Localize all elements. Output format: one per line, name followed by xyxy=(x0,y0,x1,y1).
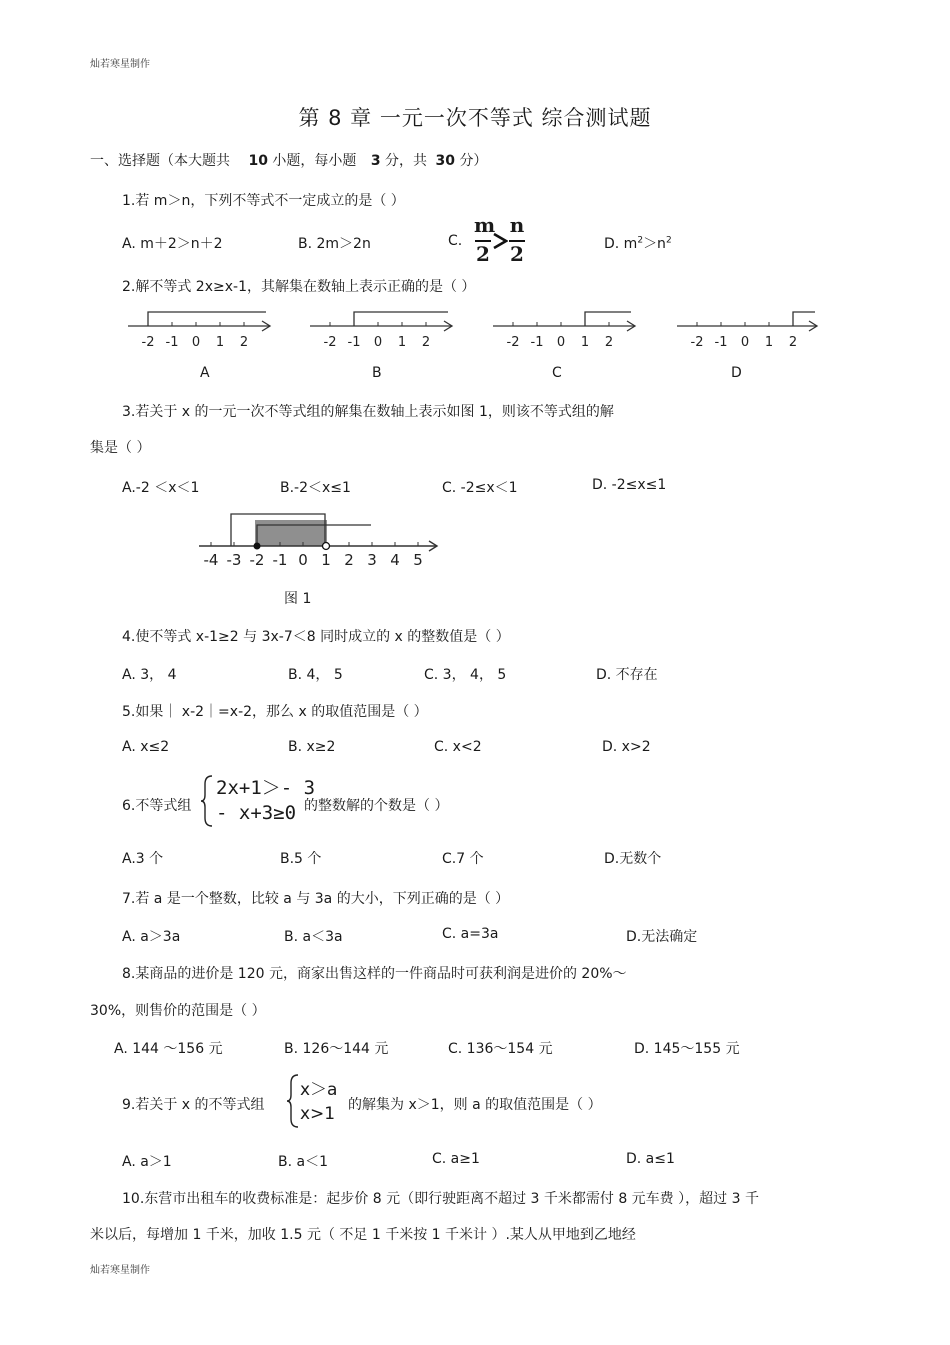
q5-option-d: D. x>2 xyxy=(602,739,651,755)
q4-option-a: A. 3， 4 xyxy=(122,667,177,683)
q2-b-tick: -1 xyxy=(347,335,361,350)
q4-option-b: B. 4， 5 xyxy=(288,667,343,683)
q3-stem-line2: 集是（ ） xyxy=(90,440,151,456)
q1-option-c: C. xyxy=(448,233,463,249)
q2-b-tick: 0 xyxy=(373,335,383,350)
q4-stem: 4.使不等式 x-1≥2 与 3x-7＜8 同时成立的 x 的整数值是（ ） xyxy=(122,629,510,645)
q3-open-endpoint xyxy=(323,543,330,550)
q3-shaded-region xyxy=(255,520,327,546)
q5-option-c: C. x<2 xyxy=(434,739,482,755)
q8-option-d: D. 145～155 元 xyxy=(634,1041,740,1057)
q1-stem: 1.若 m＞n，下列不等式不一定成立的是（ ） xyxy=(122,193,405,209)
q2-b-tick: -2 xyxy=(323,335,337,350)
q2-c-tick: 0 xyxy=(556,335,566,350)
q1-option-b: B. 2m＞2n xyxy=(298,236,371,252)
q9-option-a: A. a＞1 xyxy=(122,1154,172,1170)
q2-b-tick: 2 xyxy=(421,335,431,350)
q6-option-b: B.5 个 xyxy=(280,851,322,867)
q2-d-tick: 1 xyxy=(764,335,774,350)
q7-option-c: C. a=3a xyxy=(442,926,499,942)
page-title: 第 8 章 一元一次不等式 综合测试题 xyxy=(298,106,652,130)
q4-option-c: C. 3， 4， 5 xyxy=(424,667,507,683)
q7-option-b: B. a＜3a xyxy=(284,929,343,945)
q3-stem-line1: 3.若关于 x 的一元一次不等式组的解集在数轴上表示如图 1，则该不等式组的解 xyxy=(122,404,614,420)
section-heading: 一、选择题（本大题共 10 小题，每小题 3 分，共 30 分） xyxy=(90,153,488,169)
q3-tick: -2 xyxy=(249,551,265,569)
q2-label-d: D xyxy=(731,365,742,381)
q7-option-a: A. a＞3a xyxy=(122,929,181,945)
q6-stem-tail: 的整数解的个数是（ ） xyxy=(304,798,449,814)
q2-c-tick: 1 xyxy=(580,335,590,350)
q7-stem: 7.若 a 是一个整数，比较 a 与 3a 的大小，下列正确的是（ ） xyxy=(122,891,510,907)
q9-option-c: C. a≥1 xyxy=(432,1151,480,1167)
q8-option-b: B. 126～144 元 xyxy=(284,1041,389,1057)
q1-c-numerator-n: n xyxy=(509,213,525,237)
q5-option-b: B. x≥2 xyxy=(288,739,336,755)
page-footer-note: 灿若寒星制作 xyxy=(90,1265,150,1276)
q3-tick: -3 xyxy=(226,551,242,569)
q1-option-d: D. $m^2>n^2$ xyxy=(604,235,672,252)
q2-a-tick: 1 xyxy=(215,335,225,350)
q3-tick: -4 xyxy=(203,551,219,569)
q3-option-b: B.-2＜x≤1 xyxy=(280,480,351,496)
q2-d-tick: -1 xyxy=(714,335,728,350)
q1-c-numerator-m: m xyxy=(474,213,496,237)
q1-option-a: A. m＋2＞n＋2 xyxy=(122,236,223,252)
q5-stem: 5.如果｜ x-2｜=x-2，那么 x 的取值范围是（ ） xyxy=(122,704,428,720)
q2-number-line-a xyxy=(128,312,270,331)
q3-tick: 0 xyxy=(298,551,308,569)
q2-number-line-b xyxy=(310,312,452,331)
q2-number-line-d xyxy=(677,312,817,331)
q8-option-c: C. 136～154 元 xyxy=(448,1041,553,1057)
q2-d-tick: 0 xyxy=(740,335,750,350)
q2-label-a: A xyxy=(200,365,210,381)
q2-a-tick: -2 xyxy=(141,335,155,350)
q9-stem-tail: 的解集为 x＞1，则 a 的取值范围是（ ） xyxy=(348,1097,602,1113)
q3-tick: 3 xyxy=(367,551,377,569)
q3-option-c: C. -2≤x＜1 xyxy=(442,480,518,496)
q2-number-line-c xyxy=(493,312,635,331)
q6-inequality-1: 2x+1＞- 3 xyxy=(216,777,316,799)
q2-label-c: C xyxy=(552,365,562,381)
q6-option-c: C.7 个 xyxy=(442,851,484,867)
q8-stem-line2: 30%，则售价的范围是（ ） xyxy=(90,1003,266,1019)
q1-c-denominator-right: 2 xyxy=(510,242,524,266)
q10-stem-line1: 10.东营市出租车的收费标准是：起步价 8 元（即行驶距离不超过 3 千米都需付 8 元车费 ），超过 3 千 xyxy=(122,1191,759,1207)
q1-c-greater-than-sign xyxy=(492,232,508,250)
q2-stem: 2.解不等式 2x≥x-1，其解集在数轴上表示正确的是（ ） xyxy=(122,279,476,295)
q2-d-tick: -2 xyxy=(690,335,704,350)
q2-a-tick: 2 xyxy=(239,335,249,350)
q5-option-a: A. x≤2 xyxy=(122,739,170,755)
q2-c-tick: 2 xyxy=(604,335,614,350)
q9-option-d: D. a≤1 xyxy=(626,1151,675,1167)
q8-stem-line1: 8.某商品的进价是 120 元，商家出售这样的一件商品时可获利润是进价的 20%～ xyxy=(122,966,627,982)
q9-left-brace xyxy=(286,1073,300,1129)
q2-c-tick: -1 xyxy=(530,335,544,350)
q6-inequality-2: - x+3≥0 xyxy=(216,802,297,824)
page-header-note: 灿若寒星制作 xyxy=(90,59,150,70)
q3-tick: 4 xyxy=(390,551,400,569)
q9-inequality-1: x＞a xyxy=(300,1080,338,1100)
q3-tick: 1 xyxy=(321,551,331,569)
q3-option-d: D. -2≤x≤1 xyxy=(592,477,667,493)
q10-stem-line2: 米以后，每增加 1 千米，加收 1.5 元（ 不足 1 千米按 1 千米计 ）.某人从甲地到乙地经 xyxy=(90,1227,636,1243)
q3-option-a: A.-2 ＜x＜1 xyxy=(122,480,200,496)
q4-option-d: D. 不存在 xyxy=(596,667,658,683)
q6-option-a: A.3 个 xyxy=(122,851,164,867)
q3-figure-caption: 图 1 xyxy=(284,591,312,607)
q1-c-denominator-left: 2 xyxy=(476,242,490,266)
q2-number-lines xyxy=(120,306,840,356)
q2-a-tick: -1 xyxy=(165,335,179,350)
q6-lead: 6.不等式组 xyxy=(122,798,192,814)
q3-closed-endpoint xyxy=(254,543,261,550)
q2-d-tick: 2 xyxy=(788,335,798,350)
q2-c-tick: -2 xyxy=(506,335,520,350)
q2-b-tick: 1 xyxy=(397,335,407,350)
q3-tick: 2 xyxy=(344,551,354,569)
q7-option-d: D.无法确定 xyxy=(626,929,698,945)
q6-left-brace xyxy=(200,774,214,828)
q3-tick: -1 xyxy=(272,551,288,569)
q8-option-a: A. 144 ～156 元 xyxy=(114,1041,223,1057)
q3-figure-1-number-line xyxy=(195,508,445,573)
q3-tick: 5 xyxy=(413,551,423,569)
q2-a-tick: 0 xyxy=(191,335,201,350)
q9-inequality-2: x>1 xyxy=(300,1104,336,1124)
q2-label-b: B xyxy=(372,365,382,381)
q9-lead: 9.若关于 x 的不等式组 xyxy=(122,1097,265,1113)
q9-option-b: B. a＜1 xyxy=(278,1154,328,1170)
q6-option-d: D.无数个 xyxy=(604,851,662,867)
